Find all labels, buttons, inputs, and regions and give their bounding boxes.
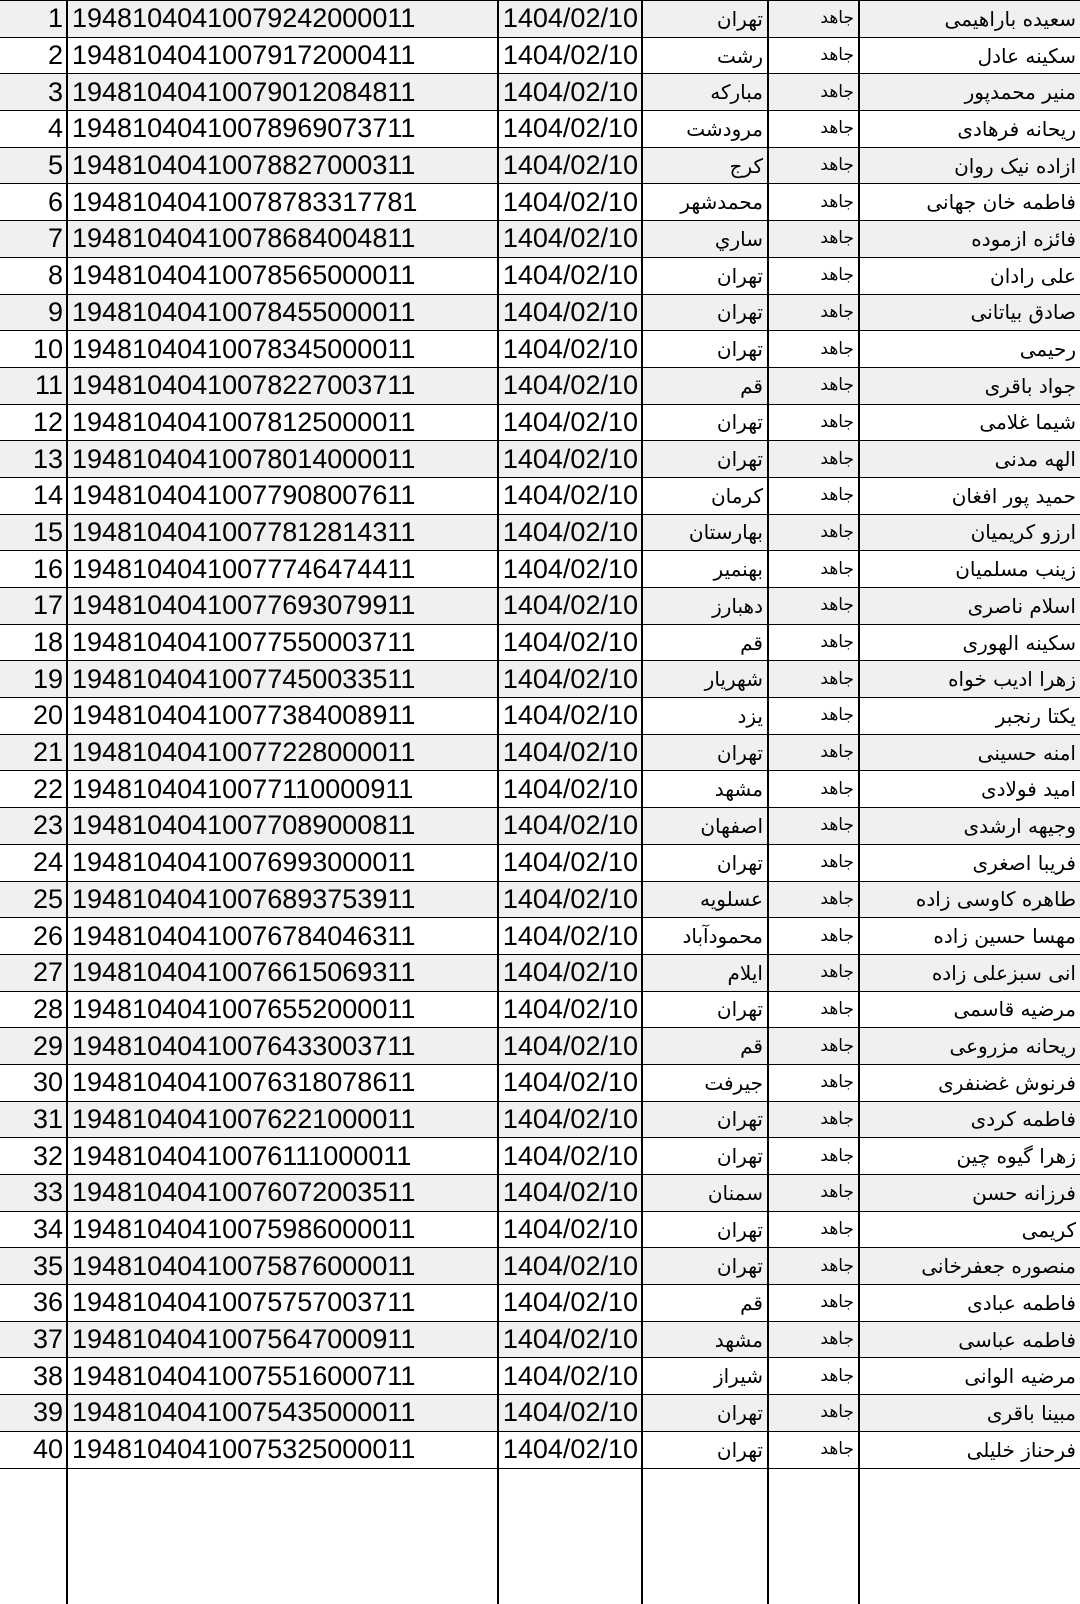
date-cell[interactable]: 1404/02/10 [502, 76, 638, 107]
organization-cell[interactable]: جاهد [820, 1219, 854, 1240]
city-cell[interactable]: کرج [729, 153, 763, 178]
organization-cell[interactable]: جاهد [820, 1035, 854, 1056]
table-row[interactable] [0, 1027, 1080, 1064]
date-cell[interactable]: 1404/02/10 [502, 260, 638, 291]
row-number-cell[interactable]: 13 [32, 443, 63, 474]
city-cell[interactable]: شیراز [713, 1364, 763, 1389]
column-divider [66, 0, 68, 1604]
tracking-code-cell[interactable]: 19481040410077746474411 [72, 553, 416, 584]
tracking-code-cell[interactable]: 19481040410078565000011 [72, 260, 416, 291]
row-number-cell[interactable]: 34 [32, 1214, 63, 1245]
tracking-code-cell[interactable]: 19481040410077089000811 [72, 810, 416, 841]
tracking-code-cell[interactable]: 19481040410078227003711 [72, 370, 416, 401]
city-cell[interactable]: تهران [716, 1254, 763, 1279]
name-cell[interactable]: زهرا گیوه چین [956, 1144, 1076, 1169]
date-cell[interactable]: 1404/02/10 [502, 1140, 638, 1171]
organization-cell[interactable]: جاهد [820, 1329, 854, 1350]
table-row[interactable] [0, 660, 1080, 697]
tracking-code-cell[interactable]: 19481040410079172000411 [72, 40, 416, 71]
row-number-cell[interactable]: 29 [32, 1030, 63, 1061]
date-cell[interactable]: 1404/02/10 [502, 847, 638, 878]
table-row[interactable] [0, 844, 1080, 881]
name-cell[interactable]: مهسا حسین زاده [933, 924, 1076, 949]
row-number-cell[interactable]: 10 [32, 333, 63, 364]
row-number-cell[interactable]: 40 [32, 1434, 63, 1465]
date-cell[interactable]: 1404/02/10 [502, 810, 638, 841]
table-row[interactable] [0, 37, 1080, 74]
row-number-cell[interactable]: 28 [32, 993, 63, 1024]
name-cell[interactable]: الهه مدنی [994, 447, 1076, 472]
city-cell[interactable]: تهران [716, 6, 763, 31]
table-row[interactable] [0, 734, 1080, 771]
city-cell[interactable]: تهران [716, 447, 763, 472]
date-cell[interactable]: 1404/02/10 [502, 186, 638, 217]
row-number-cell[interactable]: 27 [32, 957, 63, 988]
row-number-cell[interactable]: 36 [32, 1287, 63, 1318]
row-number-cell[interactable]: 16 [32, 553, 63, 584]
organization-cell[interactable]: جاهد [820, 191, 854, 212]
date-cell[interactable]: 1404/02/10 [502, 1250, 638, 1281]
date-cell[interactable]: 1404/02/10 [502, 883, 638, 914]
date-cell[interactable]: 1404/02/10 [502, 1177, 638, 1208]
table-row[interactable] [0, 294, 1080, 331]
tracking-code-cell[interactable]: 19481040410075325000011 [72, 1434, 416, 1465]
organization-cell[interactable]: جاهد [820, 448, 854, 469]
tracking-code-cell[interactable]: 19481040410078014000011 [72, 443, 416, 474]
tracking-code-cell[interactable]: 19481040410075435000011 [72, 1397, 416, 1428]
name-cell[interactable]: علی رادان [990, 263, 1076, 288]
row-number-cell[interactable]: 35 [32, 1250, 63, 1281]
organization-cell[interactable]: جاهد [820, 595, 854, 616]
organization-cell[interactable]: جاهد [820, 265, 854, 286]
organization-cell[interactable]: جاهد [820, 155, 854, 176]
organization-cell[interactable]: جاهد [820, 668, 854, 689]
table-row[interactable] [0, 1137, 1080, 1174]
row-number-cell[interactable]: 2 [47, 40, 63, 71]
name-cell[interactable]: فاطمه کردی [970, 1107, 1076, 1132]
name-cell[interactable]: حمید پور افغان [951, 483, 1076, 508]
name-cell[interactable]: فریبا اصغری [972, 850, 1076, 875]
tracking-code-cell[interactable]: 19481040410075757003711 [72, 1287, 416, 1318]
date-cell[interactable]: 1404/02/10 [502, 957, 638, 988]
row-number-cell[interactable]: 12 [32, 406, 63, 437]
table-row[interactable] [0, 1101, 1080, 1138]
row-number-cell[interactable]: 15 [32, 516, 63, 547]
tracking-code-cell[interactable]: 19481040410075986000011 [72, 1214, 416, 1245]
row-number-cell[interactable]: 18 [32, 627, 63, 658]
tracking-code-cell[interactable]: 19481040410078969073711 [72, 113, 416, 144]
date-cell[interactable]: 1404/02/10 [502, 1103, 638, 1134]
organization-cell[interactable]: جاهد [820, 852, 854, 873]
table-row[interactable] [0, 770, 1080, 807]
organization-cell[interactable]: جاهد [820, 521, 854, 542]
row-number-cell[interactable]: 31 [32, 1103, 63, 1134]
table-row[interactable] [0, 147, 1080, 184]
city-cell[interactable]: تهران [716, 1437, 763, 1462]
name-cell[interactable]: سکینه الهوری [962, 630, 1076, 655]
tracking-code-cell[interactable]: 19481040410077812814311 [72, 516, 416, 547]
tracking-code-cell[interactable]: 19481040410076072003511 [72, 1177, 416, 1208]
row-number-cell[interactable]: 9 [47, 296, 63, 327]
city-cell[interactable]: عسلویه [699, 887, 763, 912]
tracking-code-cell[interactable]: 19481040410075876000011 [72, 1250, 416, 1281]
city-cell[interactable]: تهران [716, 1400, 763, 1425]
tracking-code-cell[interactable]: 19481040410076552000011 [72, 993, 416, 1024]
city-cell[interactable]: سمنان [707, 1180, 763, 1205]
city-cell[interactable]: مشهد [714, 1327, 763, 1352]
name-cell[interactable]: منیر محمدپور [964, 80, 1076, 105]
city-cell[interactable]: تهران [716, 263, 763, 288]
name-cell[interactable]: وجیهه ارشدی [963, 813, 1076, 838]
row-number-cell[interactable]: 21 [32, 737, 63, 768]
table-row[interactable] [0, 0, 1080, 37]
column-divider [497, 0, 499, 1604]
name-cell[interactable]: مرضیه الوانی [964, 1364, 1076, 1389]
city-cell[interactable]: تهران [716, 1217, 763, 1242]
organization-cell[interactable]: جاهد [820, 228, 854, 249]
city-cell[interactable]: قم [740, 373, 763, 398]
name-cell[interactable]: سکینه عادل [977, 43, 1076, 68]
city-cell[interactable]: بهارستان [688, 520, 763, 545]
date-cell[interactable]: 1404/02/10 [502, 1287, 638, 1318]
name-cell[interactable]: سعیده باراهیمی [944, 6, 1076, 31]
organization-cell[interactable]: جاهد [820, 8, 854, 29]
date-cell[interactable]: 1404/02/10 [502, 296, 638, 327]
date-cell[interactable]: 1404/02/10 [502, 553, 638, 584]
column-divider [858, 0, 860, 1604]
table-row[interactable] [0, 587, 1080, 624]
name-cell[interactable]: ارزو کریمیان [970, 520, 1076, 545]
table-row[interactable] [0, 1174, 1080, 1211]
table-row[interactable] [0, 1211, 1080, 1248]
tracking-code-cell[interactable]: 19481040410076111000011 [72, 1140, 412, 1171]
tracking-code-cell[interactable]: 19481040410075647000911 [72, 1324, 416, 1355]
table-row[interactable] [0, 110, 1080, 147]
table-row[interactable] [0, 514, 1080, 551]
organization-cell[interactable]: جاهد [820, 45, 854, 66]
tracking-code-cell[interactable]: 19481040410077550003711 [72, 627, 416, 658]
organization-cell[interactable]: جاهد [820, 1182, 854, 1203]
row-number-cell[interactable]: 33 [32, 1177, 63, 1208]
name-cell[interactable]: صادق بیاتانی [970, 300, 1076, 325]
row-number-cell[interactable]: 5 [47, 150, 63, 181]
table-row[interactable] [0, 954, 1080, 991]
tracking-code-cell[interactable]: 19481040410078125000011 [72, 406, 416, 437]
name-cell[interactable]: فرزانه حسن [972, 1180, 1076, 1205]
row-number-cell[interactable]: 23 [32, 810, 63, 841]
organization-cell[interactable]: جاهد [820, 778, 854, 799]
tracking-code-cell[interactable]: 19481040410077908007611 [72, 480, 416, 511]
date-cell[interactable]: 1404/02/10 [502, 1360, 638, 1391]
column-divider [767, 0, 769, 1604]
city-cell[interactable]: جیرفت [704, 1070, 763, 1095]
organization-cell[interactable]: جاهد [820, 1292, 854, 1313]
row-number-cell[interactable]: 38 [32, 1360, 63, 1391]
tracking-code-cell[interactable]: 19481040410078827000311 [72, 150, 416, 181]
date-cell[interactable]: 1404/02/10 [502, 737, 638, 768]
organization-cell[interactable]: جاهد [820, 998, 854, 1019]
row-number-cell[interactable]: 30 [32, 1067, 63, 1098]
organization-cell[interactable]: جاهد [820, 1365, 854, 1386]
table-row[interactable] [0, 404, 1080, 441]
tracking-code-cell[interactable]: 19481040410077110000911 [72, 773, 414, 804]
city-cell[interactable]: اصفهان [700, 813, 763, 838]
tracking-code-cell[interactable]: 19481040410076433003711 [72, 1030, 416, 1061]
row-number-cell[interactable]: 14 [32, 480, 63, 511]
name-cell[interactable]: امنه حسینی [977, 740, 1076, 765]
city-cell[interactable]: کرمان [710, 483, 763, 508]
city-cell[interactable]: تهران [716, 300, 763, 325]
date-cell[interactable]: 1404/02/10 [502, 40, 638, 71]
city-cell[interactable]: قم [740, 1290, 763, 1315]
tracking-code-cell[interactable]: 19481040410077693079911 [72, 590, 416, 621]
name-cell[interactable]: انی سبزعلی زاده [931, 960, 1076, 985]
date-cell[interactable]: 1404/02/10 [502, 516, 638, 547]
date-cell[interactable]: 1404/02/10 [502, 113, 638, 144]
city-cell[interactable]: تهران [716, 740, 763, 765]
name-cell[interactable]: شیما غلامی [979, 410, 1076, 435]
date-cell[interactable]: 1404/02/10 [502, 3, 638, 34]
table-bottom-border [0, 1468, 1080, 1469]
date-cell[interactable]: 1404/02/10 [502, 406, 638, 437]
table-row[interactable] [0, 1321, 1080, 1358]
date-cell[interactable]: 1404/02/10 [502, 1434, 638, 1465]
organization-cell[interactable]: جاهد [820, 925, 854, 946]
table-row[interactable] [0, 1284, 1080, 1321]
date-cell[interactable]: 1404/02/10 [502, 1030, 638, 1061]
name-cell[interactable]: مرضیه قاسمی [953, 997, 1076, 1022]
date-cell[interactable]: 1404/02/10 [502, 920, 638, 951]
row-number-cell[interactable]: 22 [32, 773, 63, 804]
name-cell[interactable]: ریحانه مزروعی [949, 1034, 1076, 1059]
table-row[interactable] [0, 1064, 1080, 1101]
row-number-cell[interactable]: 11 [34, 370, 63, 401]
tracking-code-cell[interactable]: 19481040410079242000011 [72, 3, 416, 34]
name-cell[interactable]: ازاده نیک روان [954, 153, 1076, 178]
city-cell[interactable]: تهران [716, 1144, 763, 1169]
tracking-code-cell[interactable]: 19481040410077384008911 [72, 700, 416, 731]
date-cell[interactable]: 1404/02/10 [502, 480, 638, 511]
table-row[interactable] [0, 183, 1080, 220]
table-row[interactable] [0, 881, 1080, 918]
name-cell[interactable]: منصوره جعفرخانی [921, 1254, 1076, 1279]
organization-cell[interactable]: جاهد [820, 1255, 854, 1276]
city-cell[interactable]: مشهد [714, 777, 763, 802]
tracking-code-cell[interactable]: 19481040410075516000711 [72, 1360, 416, 1391]
organization-cell[interactable]: جاهد [820, 815, 854, 836]
organization-cell[interactable]: جاهد [820, 1108, 854, 1129]
row-number-cell[interactable]: 24 [32, 847, 63, 878]
name-cell[interactable]: رحیمی [1019, 337, 1076, 362]
tracking-code-cell[interactable]: 19481040410079012084811 [72, 76, 416, 107]
date-cell[interactable]: 1404/02/10 [502, 443, 638, 474]
table-row[interactable] [0, 991, 1080, 1028]
tracking-code-cell[interactable]: 19481040410076615069311 [72, 957, 416, 988]
date-cell[interactable]: 1404/02/10 [502, 1067, 638, 1098]
table-row[interactable] [0, 330, 1080, 367]
table-row[interactable] [0, 257, 1080, 294]
city-cell[interactable]: رشت [716, 43, 763, 68]
row-number-cell[interactable]: 37 [32, 1324, 63, 1355]
table-row[interactable] [0, 624, 1080, 661]
row-number-cell[interactable]: 4 [47, 113, 63, 144]
organization-cell[interactable]: جاهد [820, 301, 854, 322]
organization-cell[interactable]: جاهد [820, 375, 854, 396]
table-row[interactable] [0, 917, 1080, 954]
name-cell[interactable]: یکتا رنجبر [995, 703, 1076, 728]
name-cell[interactable]: مبینا باقری [986, 1400, 1076, 1425]
tracking-code-cell[interactable]: 19481040410078783317781 [72, 186, 418, 217]
organization-cell[interactable]: جاهد [820, 485, 854, 506]
tracking-code-cell[interactable]: 19481040410076993000011 [72, 847, 416, 878]
table-row[interactable] [0, 697, 1080, 734]
tracking-code-cell[interactable]: 19481040410078684004811 [72, 223, 416, 254]
row-number-cell[interactable]: 19 [32, 663, 63, 694]
tracking-code-cell[interactable]: 19481040410076221000011 [72, 1103, 416, 1134]
table-row[interactable] [0, 550, 1080, 587]
date-cell[interactable]: 1404/02/10 [502, 223, 638, 254]
row-number-cell[interactable]: 25 [32, 883, 63, 914]
tracking-code-cell[interactable]: 19481040410077228000011 [72, 737, 416, 768]
date-cell[interactable]: 1404/02/10 [502, 1397, 638, 1428]
name-cell[interactable]: فائزه ازموده [971, 226, 1076, 251]
date-cell[interactable]: 1404/02/10 [502, 150, 638, 181]
table-row[interactable] [0, 1394, 1080, 1431]
name-cell[interactable]: کریمی [1021, 1217, 1076, 1242]
organization-cell[interactable]: جاهد [820, 1072, 854, 1093]
organization-cell[interactable]: جاهد [820, 558, 854, 579]
row-number-cell[interactable]: 32 [32, 1140, 63, 1171]
date-cell[interactable]: 1404/02/10 [502, 993, 638, 1024]
table-row[interactable] [0, 1431, 1080, 1468]
city-cell[interactable]: قم [740, 1034, 763, 1059]
tracking-code-cell[interactable]: 19481040410077450033511 [72, 663, 416, 694]
date-cell[interactable]: 1404/02/10 [502, 663, 638, 694]
organization-cell[interactable]: جاهد [820, 118, 854, 139]
city-cell[interactable]: دهبارز [712, 593, 763, 618]
city-cell[interactable]: مبارکه [710, 80, 763, 105]
name-cell[interactable]: طاهره کاوسی زاده [915, 887, 1076, 912]
table-row[interactable] [0, 1357, 1080, 1394]
table-row[interactable] [0, 807, 1080, 844]
city-cell[interactable]: ساري [714, 226, 763, 251]
date-cell[interactable]: 1404/02/10 [502, 627, 638, 658]
date-cell[interactable]: 1404/02/10 [502, 1324, 638, 1355]
organization-cell[interactable]: جاهد [820, 1439, 854, 1460]
city-cell[interactable]: تهران [716, 850, 763, 875]
column-divider [641, 0, 643, 1604]
tracking-code-cell[interactable]: 19481040410076318078611 [72, 1067, 416, 1098]
name-cell[interactable]: زینب مسلمیان [955, 557, 1076, 582]
name-cell[interactable]: فاطمه خان جهانی [926, 190, 1076, 215]
table-row[interactable] [0, 220, 1080, 257]
row-number-cell[interactable]: 39 [32, 1397, 63, 1428]
name-cell[interactable]: فرنوش غضنفری [938, 1070, 1076, 1095]
organization-cell[interactable]: جاهد [820, 888, 854, 909]
organization-cell[interactable]: جاهد [820, 81, 854, 102]
date-cell[interactable]: 1404/02/10 [502, 773, 638, 804]
table-row[interactable] [0, 477, 1080, 514]
row-number-cell[interactable]: 6 [47, 186, 63, 217]
city-cell[interactable]: تهران [716, 410, 763, 435]
name-cell[interactable]: فاطمه عبادی [967, 1290, 1076, 1315]
table-row[interactable] [0, 367, 1080, 404]
city-cell[interactable]: یزد [737, 703, 763, 728]
row-number-cell[interactable]: 17 [32, 590, 63, 621]
city-cell[interactable]: ایلام [727, 960, 763, 985]
name-cell[interactable]: فاطمه عباسی [958, 1327, 1076, 1352]
name-cell[interactable]: فرحناز خلیلی [966, 1437, 1076, 1462]
city-cell[interactable]: تهران [716, 1107, 763, 1132]
date-cell[interactable]: 1404/02/10 [502, 590, 638, 621]
name-cell[interactable]: جواد باقری [984, 373, 1076, 398]
city-cell[interactable]: تهران [716, 337, 763, 362]
organization-cell[interactable]: جاهد [820, 632, 854, 653]
row-number-cell[interactable]: 8 [47, 260, 63, 291]
date-cell[interactable]: 1404/02/10 [502, 1214, 638, 1245]
row-number-cell[interactable]: 7 [47, 223, 63, 254]
row-number-cell[interactable]: 20 [32, 700, 63, 731]
city-cell[interactable]: محمودآباد [682, 924, 763, 949]
tracking-code-cell[interactable]: 19481040410078455000011 [72, 296, 416, 327]
table-row[interactable] [0, 73, 1080, 110]
date-cell[interactable]: 1404/02/10 [502, 333, 638, 364]
organization-cell[interactable]: جاهد [820, 962, 854, 983]
city-cell[interactable]: محمدشهر [680, 190, 763, 215]
organization-cell[interactable]: جاهد [820, 411, 854, 432]
city-cell[interactable]: بهنمیر [713, 557, 763, 582]
name-cell[interactable]: امید فولادی [980, 777, 1076, 802]
city-cell[interactable]: مرودشت [686, 116, 763, 141]
name-cell[interactable]: اسلام ناصری [967, 593, 1076, 618]
tracking-code-cell[interactable]: 19481040410076784046311 [72, 920, 416, 951]
name-cell[interactable]: زهرا ادیب خواه [948, 667, 1076, 692]
organization-cell[interactable]: جاهد [820, 742, 854, 763]
date-cell[interactable]: 1404/02/10 [502, 700, 638, 731]
name-cell[interactable]: ریحانه فرهادی [957, 116, 1076, 141]
city-cell[interactable]: تهران [716, 997, 763, 1022]
city-cell[interactable]: قم [740, 630, 763, 655]
date-cell[interactable]: 1404/02/10 [502, 370, 638, 401]
organization-cell[interactable]: جاهد [820, 1145, 854, 1166]
tracking-code-cell[interactable]: 19481040410078345000011 [72, 333, 416, 364]
organization-cell[interactable]: جاهد [820, 338, 854, 359]
table-row[interactable] [0, 440, 1080, 477]
city-cell[interactable]: شهریار [704, 667, 763, 692]
tracking-code-cell[interactable]: 19481040410076893753911 [72, 883, 416, 914]
organization-cell[interactable]: جاهد [820, 705, 854, 726]
table-row[interactable] [0, 1247, 1080, 1284]
row-number-cell[interactable]: 26 [32, 920, 63, 951]
row-number-cell[interactable]: 3 [47, 76, 63, 107]
organization-cell[interactable]: جاهد [820, 1402, 854, 1423]
row-number-cell[interactable]: 1 [47, 3, 63, 34]
